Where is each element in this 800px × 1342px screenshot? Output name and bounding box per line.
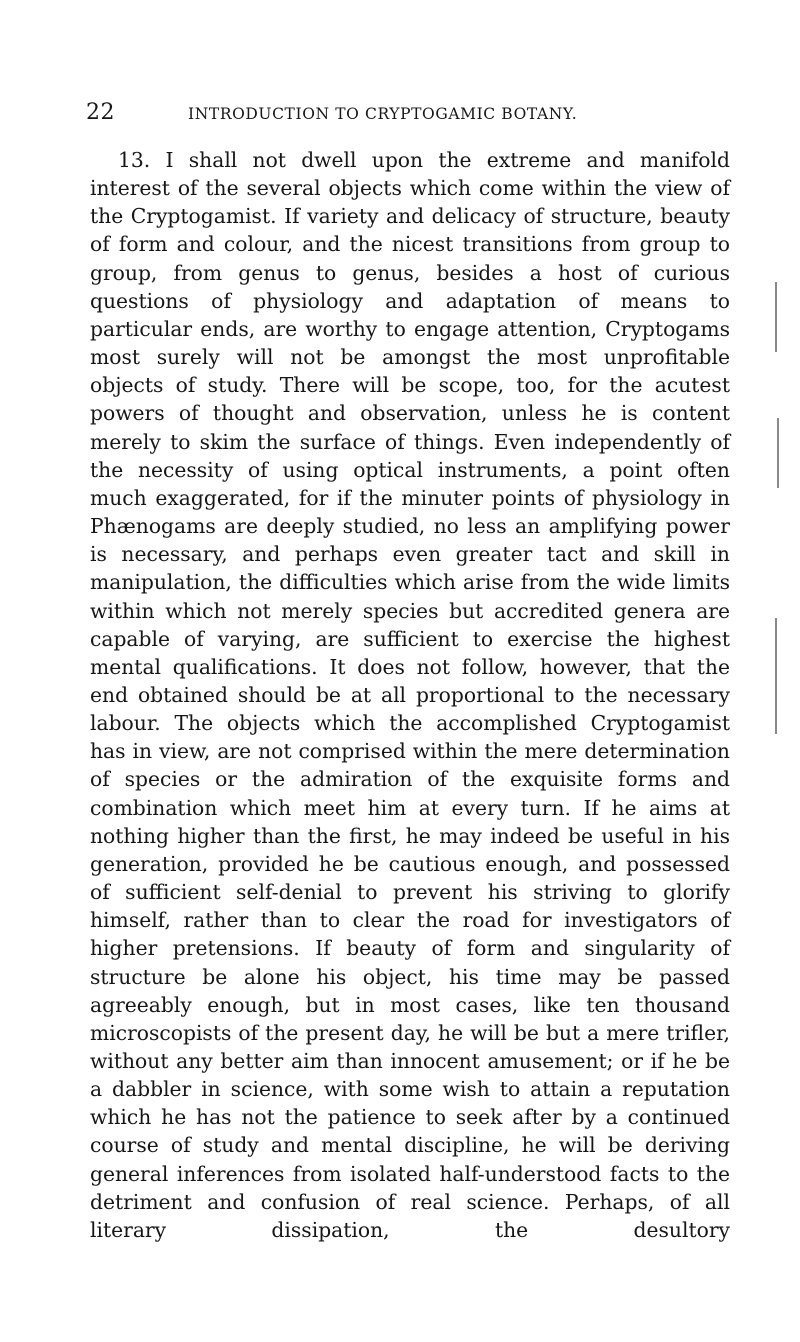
page-header	[86, 100, 726, 130]
scan-edge-mark	[777, 418, 779, 488]
page-number: 22	[86, 100, 115, 125]
running-title: INTRODUCTION TO CRYPTOGAMIC BOTANY.	[188, 105, 578, 123]
scan-edge-mark	[775, 618, 777, 734]
body-paragraph: 13. I shall not dwell upon the extreme and manifold interest of the several objects which come within the view of the Cryptogamist. If variety and delicacy of structure, beauty of form and colour, and the nicest transitions from group to group, from genus to genus, besides a host of curious questions of physiology and adaptation of means to particular ends, are worthy to engage attention, Cryptogams most surely will not be amongst the most unprofitable objects of study. There will be scope, too, for the acutest powers of thought and observation, unless he is content merely to skim the surface of things. Even independently of the necessity of using optical instruments, a point often much exaggerated, for if the minuter points of physiology in Phænogams are deeply studied, no less an amplifying power is necessary, and perhaps even greater tact and skill in manipulation, the difficulties which arise from the wide limits within which not merely species but accredited genera are capable of varying, are sufficient to exercise the highest mental qualifications. It does not follow, however, that the end obtained should be at all proportional to the necessary labour. The objects which the accomplished Cryptogamist has in view, are not comprised within the mere determination of species or the admiration of the exquisite forms and combination which meet him at every turn. If he aims at nothing higher than the first, he may indeed be useful in his generation, provided he be cautious enough, and possessed of sufficient self-denial to prevent his striving to glorify himself, rather than to clear the road for investigators of higher pretensions. If beauty of form and singularity of structure be alone his object, his time may be passed agreeably enough, but in most cases, like ten thousand microscopists of the present day, he will be but a mere trifler, without any better aim than innocent amusement; or if he be a dabbler in science, with some wish to attain a reputation which he has not the patience to seek after by a continued course of study and mental discipline, he will be deriving general inferences from isolated half-understood facts to the detriment and confusion of real science. Perhaps, of all literary dissipation, the desultory	[90, 148, 730, 1242]
scan-edge-mark	[775, 282, 777, 352]
